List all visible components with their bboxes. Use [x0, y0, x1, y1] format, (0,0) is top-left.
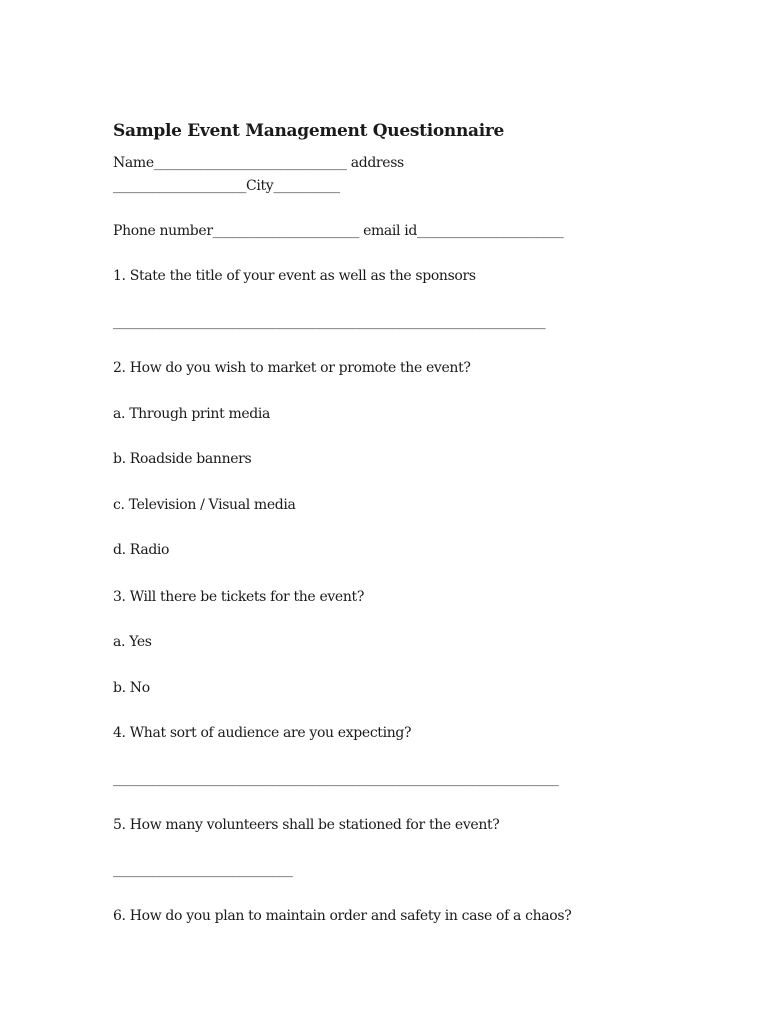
question-3-option-a: a. Yes [113, 634, 152, 650]
question-1: 1. State the title of your event as well as the sponsors [113, 268, 476, 284]
name-address-line: Name_____________________________ address [113, 155, 404, 171]
question-2-option-d: d. Radio [113, 542, 170, 558]
question-5: 5. How many volunteers shall be stationed for the event? [113, 817, 500, 833]
question-3-option-b: b. No [113, 680, 150, 696]
question-1-answer-blank: _________________________________________________________________ [113, 314, 546, 330]
question-6: 6. How do you plan to maintain order and safety in case of a chaos? [113, 908, 572, 924]
question-3: 3. Will there be tickets for the event? [113, 589, 364, 605]
question-2-option-c: c. Television / Visual media [113, 497, 296, 513]
question-5-answer-blank: ___________________________ [113, 862, 293, 878]
page-title: Sample Event Management Questionnaire [113, 121, 505, 141]
question-2-option-a: a. Through print media [113, 406, 271, 422]
question-4-answer-blank: ___________________________________________________________________ [113, 771, 559, 787]
phone-email-line: Phone number______________________ email id______________________ [113, 223, 564, 239]
question-4: 4. What sort of audience are you expecting? [113, 725, 412, 741]
question-2-option-b: b. Roadside banners [113, 451, 252, 467]
city-line: ____________________City__________ [113, 178, 340, 194]
question-2: 2. How do you wish to market or promote the event? [113, 360, 471, 376]
